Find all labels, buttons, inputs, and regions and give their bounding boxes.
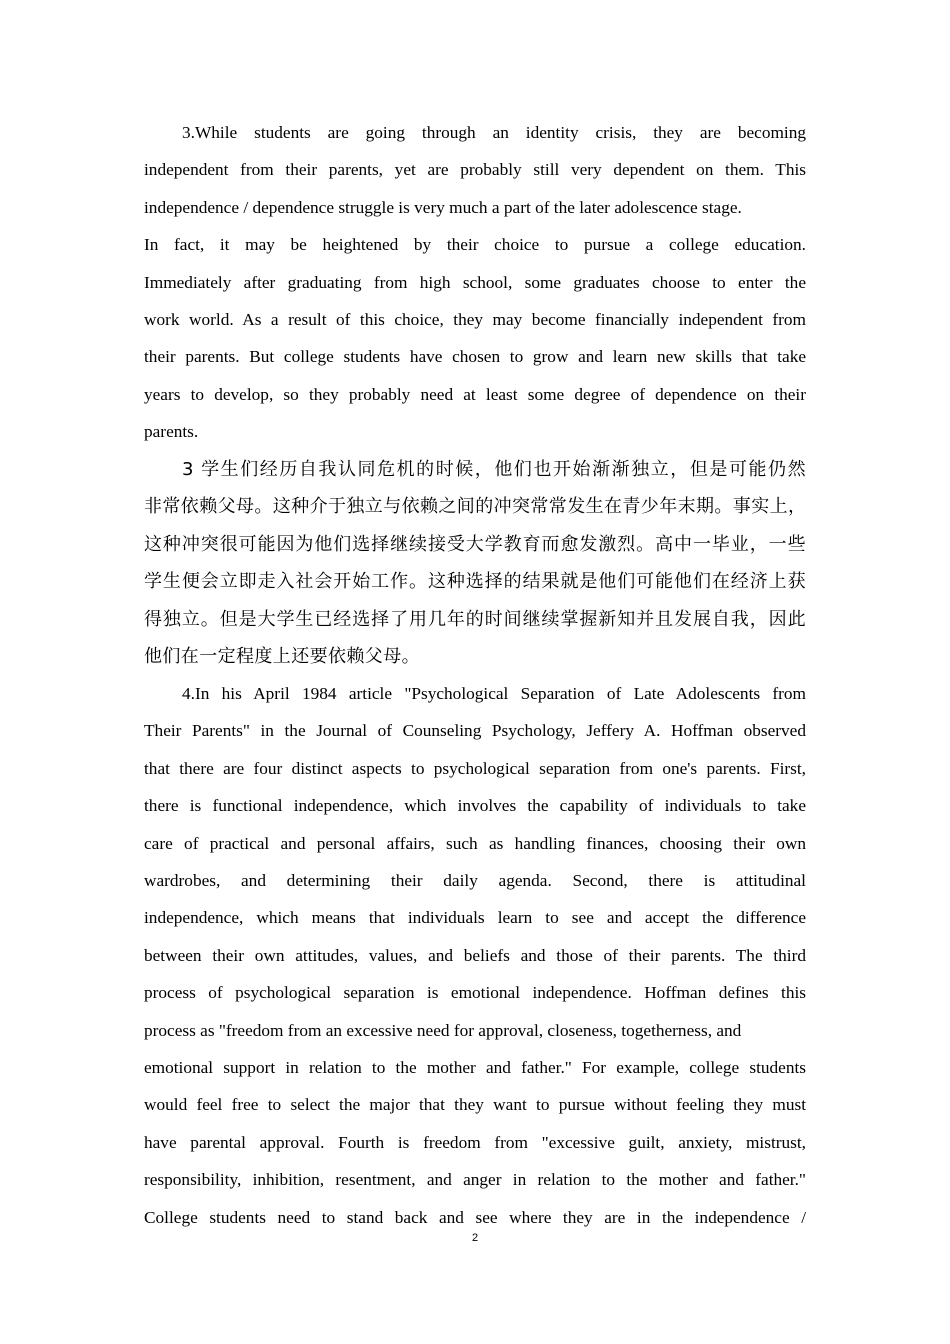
paragraph-text: [144, 451, 806, 675]
text-line: parents.: [144, 422, 199, 442]
text-line: emotional support in relation to the mother and father." For example, college students: [144, 1058, 806, 1078]
text-line: would feel free to select the major that they want to pursue without feeling they must: [144, 1095, 806, 1115]
text-line: 非常依赖父母。这种介于独立与依赖之间的冲突常常发生在青少年末期。事实上，: [144, 496, 807, 518]
text-line: process as "freedom from an excessive need for approval, closeness, togetherness, and: [144, 1020, 742, 1040]
paragraph-4-english: [144, 675, 806, 1236]
text-line: 3.While students are going through an identity crisis, they are becoming: [182, 123, 806, 142]
text-line: wardrobes, and determining their daily agenda. Second, there is attitudinal: [144, 871, 806, 891]
paragraph-3-chinese: [144, 451, 806, 675]
text-line: 3 学生们经历自我认同危机的时候，他们也开始渐渐独立，但是可能仍然: [182, 459, 806, 480]
text-line: 他们在一定程度上还要依赖父母。: [144, 646, 420, 668]
text-line: process of psychological separation is emotional independence. Hoffman defines this: [144, 983, 806, 1003]
text-line: years to develop, so they probably need at least some degree of dependence on their: [144, 384, 806, 404]
text-line: have parental approval. Fourth is freedom from "excessive guilt, anxiety, mistrust,: [144, 1132, 806, 1152]
text-line: Their Parents" in the Journal of Counseling Psychology, Jeffery A. Hoffman observed: [144, 721, 806, 741]
text-line: 学生便会立即走入社会开始工作。这种选择的结果就是他们可能他们在经济上获: [144, 571, 806, 593]
text-line: In fact, it may be heightened by their choice to pursue a college education.: [144, 235, 806, 255]
text-line: there is functional independence, which involves the capability of individuals to take: [144, 796, 806, 816]
text-line: care of practical and personal affairs, such as handling finances, choosing their own: [144, 833, 806, 853]
paragraph-text: [144, 114, 806, 451]
text-line: Immediately after graduating from high school, some graduates choose to enter the: [144, 272, 806, 292]
text-line: responsibility, inhibition, resentment, and anger in relation to the mother and father.": [144, 1170, 806, 1190]
page-number: 2: [471, 1232, 479, 1244]
text-line: their parents. But college students have chosen to grow and learn new skills that take: [144, 347, 806, 367]
text-line: independence / dependence struggle is very much a part of the later adolescence stage.: [144, 197, 742, 217]
text-line: that there are four distinct aspects to psychological separation from one's parents. First,: [144, 758, 806, 778]
text-line: 得独立。但是大学生已经选择了用几年的时间继续掌握新知并且发展自我，因此: [144, 608, 806, 630]
text-line: independence, which means that individuals learn to see and accept the difference: [144, 908, 806, 928]
paragraph-3-english: [144, 114, 806, 451]
text-line: between their own attitudes, values, and beliefs and those of their parents. The third: [144, 945, 806, 965]
text-line: 4.In his April 1984 article "Psychological Separation of Late Adolescents from: [182, 684, 806, 703]
text-line: College students need to stand back and see where they are in the independence /: [144, 1207, 806, 1227]
text-line: work world. As a result of this choice, they may become financially independent from: [144, 310, 806, 330]
text-line: 这种冲突很可能因为他们选择继续接受大学教育而愈发激烈。高中一毕业，一些: [144, 533, 806, 555]
text-line: independent from their parents, yet are probably still very dependent on them. This: [144, 160, 806, 180]
paragraph-text: [144, 675, 806, 1236]
